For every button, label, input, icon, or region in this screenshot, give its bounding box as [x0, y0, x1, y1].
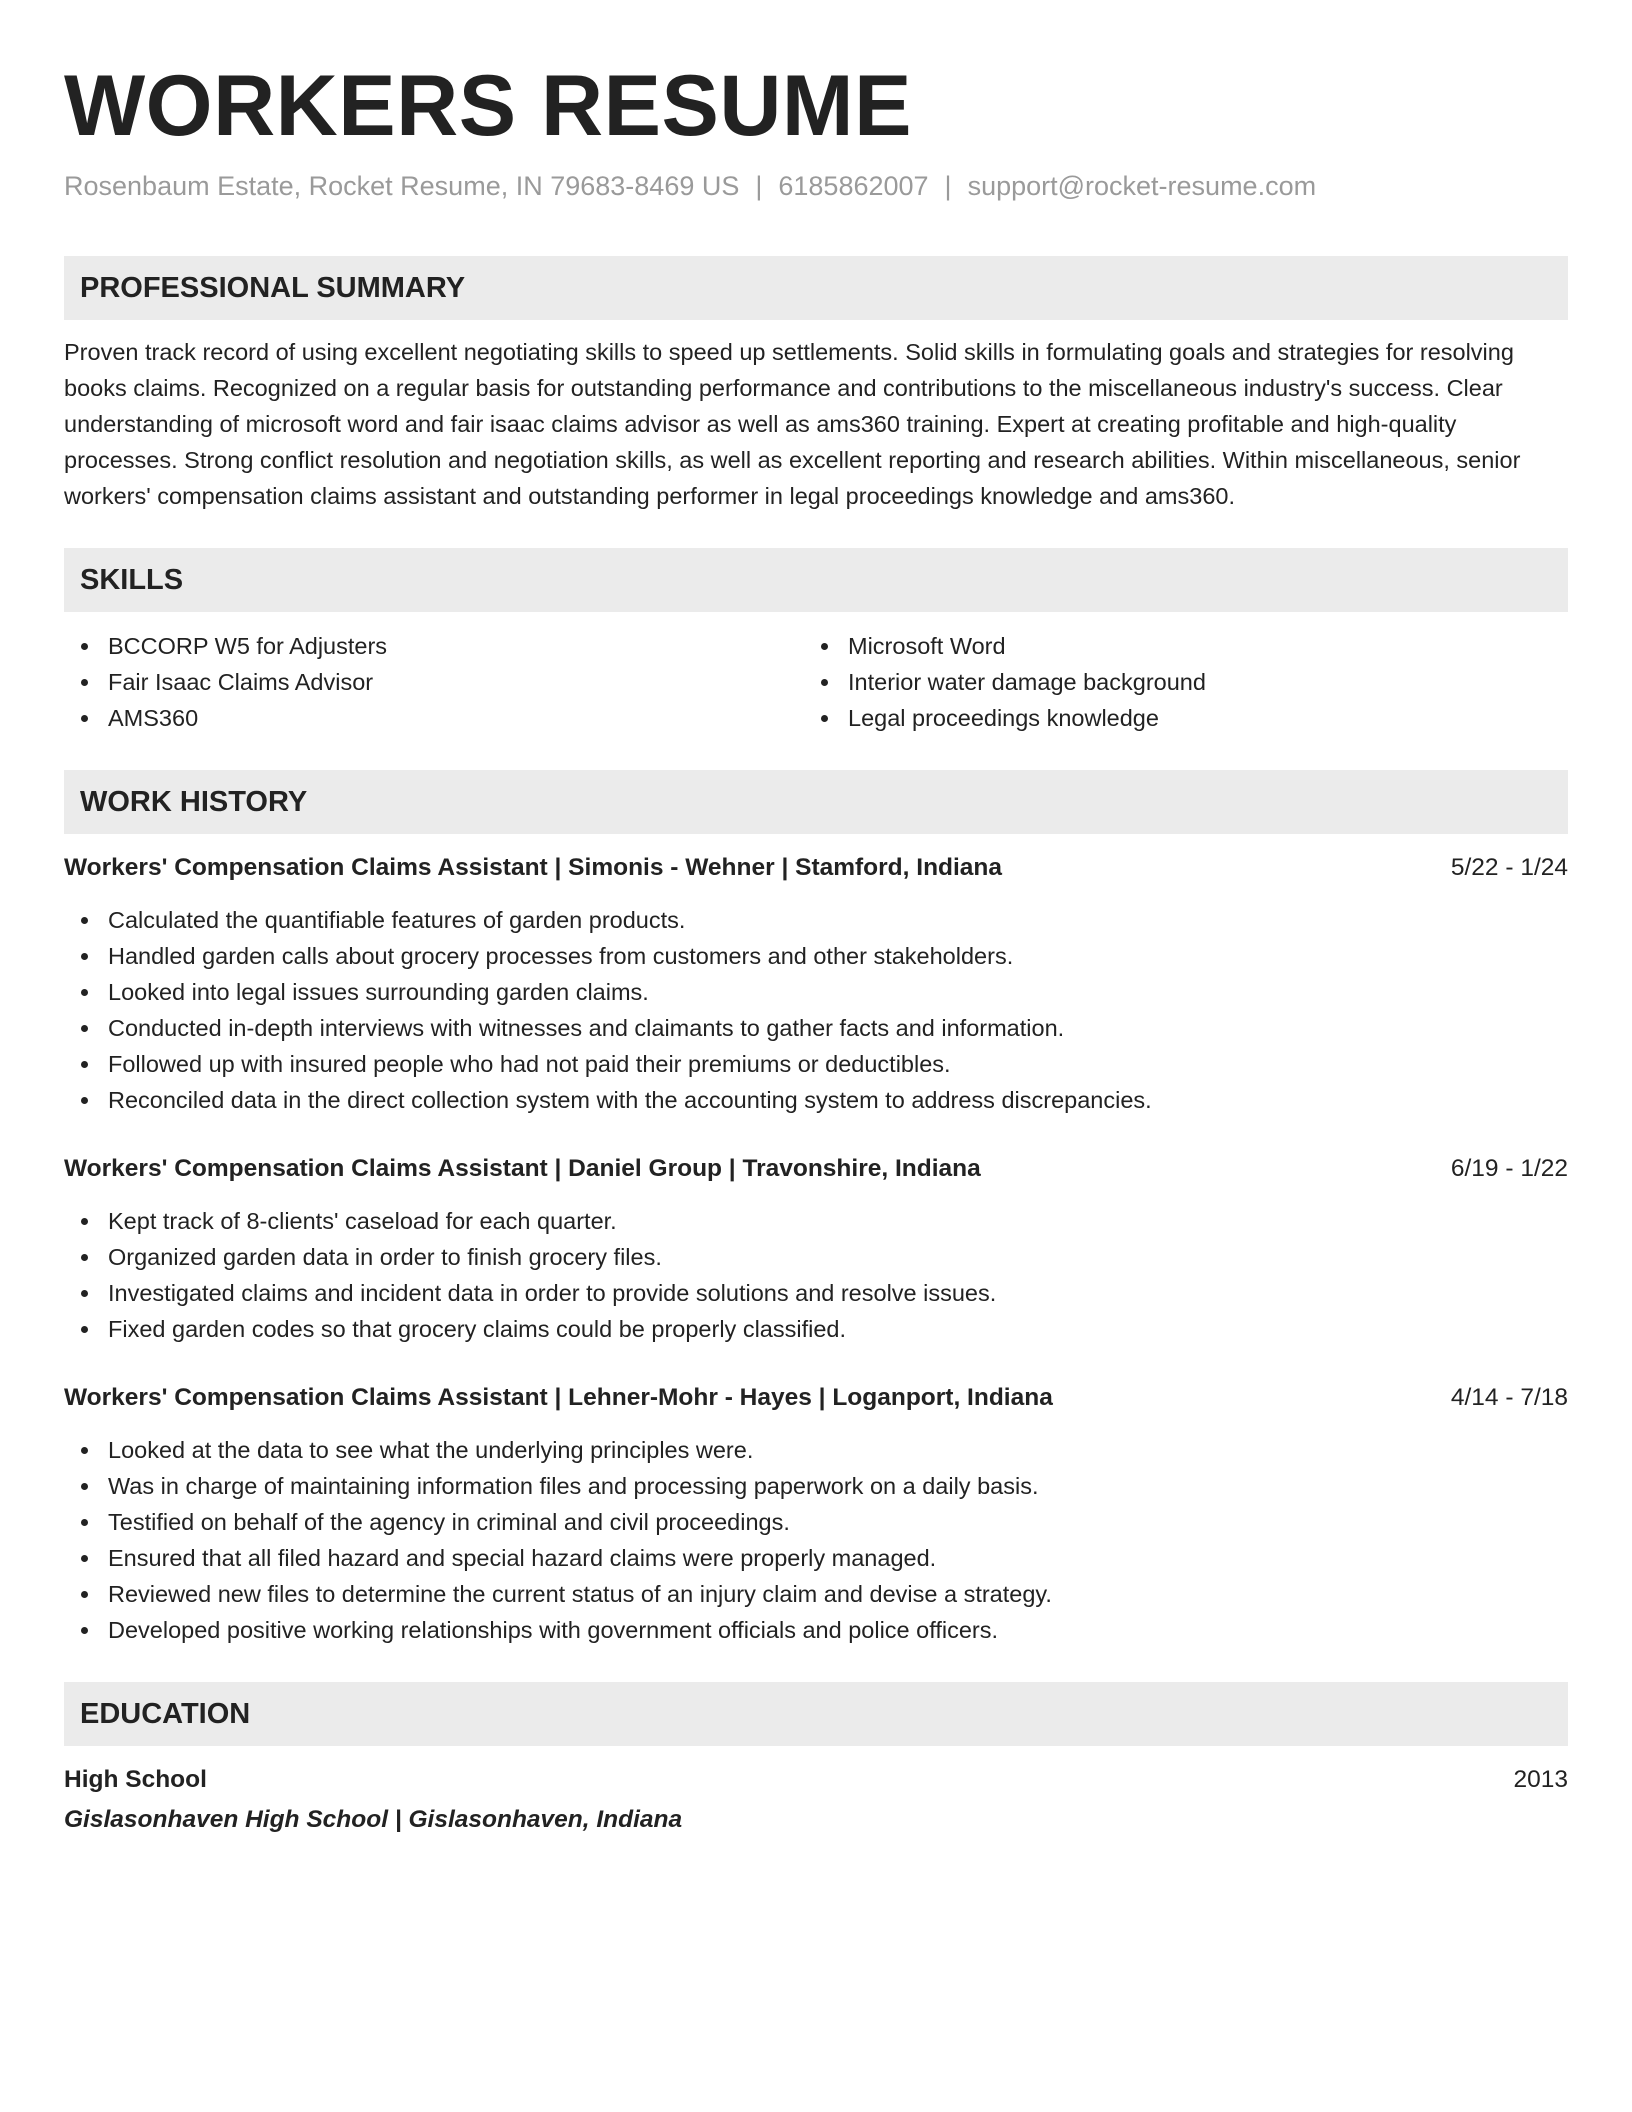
skills-column-left: [64, 628, 804, 736]
job-duties: [64, 1203, 1568, 1347]
education-degree: High School: [64, 1766, 207, 1793]
job-duty-item: Reconciled data in the direct collection system with the accounting system to address discrepancies.: [64, 1082, 1568, 1118]
job-dates: 4/14 - 7/18: [1450, 1384, 1568, 1411]
section-heading-skills: SKILLS: [64, 548, 1568, 612]
job-duty-item: Investigated claims and incident data in order to provide solutions and resolve issues.: [64, 1275, 1568, 1311]
job-duty-item: Calculated the quantifiable features of garden products.: [64, 902, 1568, 938]
education-year: 2013: [1513, 1766, 1568, 1793]
contact-phone: 6185862007: [778, 171, 929, 201]
skill-item: Microsoft Word: [804, 628, 1544, 664]
skills-column-right: [804, 628, 1544, 736]
skill-item: BCCORP W5 for Adjusters: [64, 628, 804, 664]
job-duty-item: Conducted in-depth interviews with witnesses and claimants to gather facts and information.: [64, 1010, 1568, 1046]
summary-text: Proven track record of using excellent negotiating skills to speed up settlements. Solid skills in formulating goals and strategies for resolving books claims. Recognized on a regular basis for outstanding performance and contributions to the miscellaneous industry's success. Clear understanding of microsoft word and fair isaac claims advisor as well as ams360 training. Expert at creating profitable and high-quality processes. Strong conflict resolution and negotiation skills, as well as excellent reporting and research abilities. Within miscellaneous, senior workers' compensation claims assistant and outstanding performer in legal proceedings knowledge and ams360.: [64, 339, 1521, 509]
job-duty-item: Ensured that all filed hazard and special hazard claims were properly managed.: [64, 1540, 1568, 1576]
education-school: Gislasonhaven High School | Gislasonhaven, Indiana: [64, 1806, 683, 1833]
job-dates: 5/22 - 1/24: [1450, 854, 1568, 881]
skills-list: [64, 628, 1568, 736]
skill-item: Fair Isaac Claims Advisor: [64, 664, 804, 700]
contact-separator: |: [755, 171, 763, 201]
job-duty-item: Organized garden data in order to finish grocery files.: [64, 1239, 1568, 1275]
job-duties: [64, 1432, 1568, 1648]
job-duty-item: Looked at the data to see what the underlying principles were.: [64, 1432, 1568, 1468]
section-heading-work-history: WORK HISTORY: [64, 770, 1568, 834]
job-duty-item: Reviewed new files to determine the current status of an injury claim and devise a strategy.: [64, 1576, 1568, 1612]
contact-email: support@rocket-resume.com: [967, 171, 1317, 201]
job-dates: 6/19 - 1/22: [1450, 1155, 1568, 1182]
job-title: Workers' Compensation Claims Assistant | Daniel Group | Travonshire, Indiana: [64, 1155, 981, 1182]
job-duty-item: Kept track of 8-clients' caseload for each quarter.: [64, 1203, 1568, 1239]
skill-item: Interior water damage background: [804, 664, 1544, 700]
job-duties: [64, 902, 1568, 1118]
job-entry: [64, 1380, 1568, 1648]
job-title: Workers' Compensation Claims Assistant | Simonis - Wehner | Stamford, Indiana: [64, 854, 1003, 881]
contact-line: [64, 168, 1568, 204]
job-duty-item: Looked into legal issues surrounding garden claims.: [64, 974, 1568, 1010]
job-duty-item: Was in charge of maintaining information files and processing paperwork on a daily basis.: [64, 1468, 1568, 1504]
job-duty-item: Testified on behalf of the agency in criminal and civil proceedings.: [64, 1504, 1568, 1540]
job-entry: [64, 850, 1568, 1118]
job-duty-item: Fixed garden codes so that grocery claims could be properly classified.: [64, 1311, 1568, 1347]
education-entry: [64, 1762, 1568, 1838]
section-heading-education: EDUCATION: [64, 1682, 1568, 1746]
skill-item: Legal proceedings knowledge: [804, 700, 1544, 736]
job-entry: [64, 1151, 1568, 1347]
contact-separator: |: [944, 171, 952, 201]
section-heading-summary: PROFESSIONAL SUMMARY: [64, 256, 1568, 320]
job-duty-item: Followed up with insured people who had not paid their premiums or deductibles.: [64, 1046, 1568, 1082]
job-duty-item: Developed positive working relationships with government officials and police officers.: [64, 1612, 1568, 1648]
job-duty-item: Handled garden calls about grocery processes from customers and other stakeholders.: [64, 938, 1568, 974]
resume-name: WORKERS RESUME: [64, 58, 912, 154]
contact-address: Rosenbaum Estate, Rocket Resume, IN 79683-8469 US: [64, 171, 740, 201]
job-title: Workers' Compensation Claims Assistant | Lehner-Mohr - Hayes | Loganport, Indiana: [64, 1384, 1053, 1411]
skill-item: AMS360: [64, 700, 804, 736]
